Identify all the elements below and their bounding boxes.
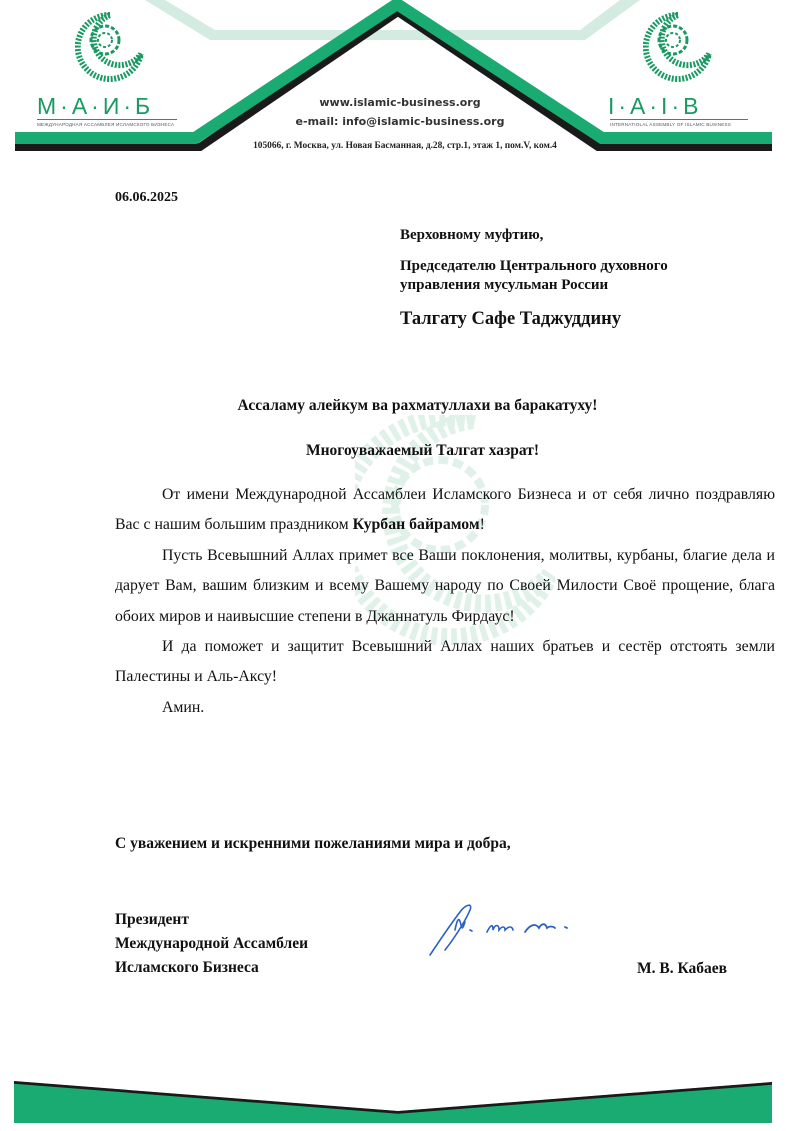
- recipient-line-1: Верховному муфтию,: [400, 227, 544, 243]
- recipient-line-2: Председателю Центрального духовного: [400, 258, 668, 274]
- office-address: 105066, г. Москва, ул. Новая Басманная, д.28, стр.1, этаж 1, пом.V, ком.4: [253, 141, 557, 151]
- maib-logo-subtitle: МЕЖДУНАРОДНАЯ АССАМБЛЕЯ ИСЛАМСКОГО БИЗНЕСА: [37, 119, 177, 127]
- maib-crescent-logo-icon: [75, 12, 145, 82]
- paragraph-prayer: И да поможет и защитит Всевышний Аллах наших братьев и сестёр отстоять земли Палестины и Аль-Аксу!: [115, 638, 775, 686]
- recipient-line-3: управления мусульман России: [400, 277, 609, 293]
- salutation: Многоуважаемый Талгат хазрат!: [305, 442, 539, 459]
- signer-title-1: Президент: [115, 911, 189, 928]
- website-link[interactable]: www.islamic-business.org: [319, 96, 481, 109]
- paragraph-congratulation: [115, 480, 775, 541]
- iaib-crescent-logo-icon: [643, 12, 713, 82]
- holiday-name: Курбан байрамом: [352, 516, 480, 534]
- greeting: Ассаламу алейкум ва рахматуллахи ва баракатуху!: [237, 397, 598, 414]
- maib-logo-letters: М·А·И·Б: [37, 93, 155, 119]
- closing-line: С уважением и искренними пожеланиями мира и добра,: [115, 835, 511, 852]
- paragraph-text: От имени Международной Ассамблеи Исламского Бизнеса и от себя лично поздравляю Вас с нашим большим праздником: [115, 486, 775, 534]
- footer-banner: [0, 1060, 800, 1131]
- paragraph-text: !: [479, 516, 485, 534]
- signer-title-2: Международной Ассамблеи: [115, 935, 309, 952]
- signer-name: М. В. Кабаев: [637, 960, 728, 977]
- paragraph-blessing: Пусть Всевышний Аллах примет все Ваши поклонения, молитвы, курбаны, благие дела и дарует Вам, вашим близким и всему Вашему народу по Своей Милости Своё прощение, блага обоих миров и наивысшие степени в Джаннатуль Фирдаус!: [115, 546, 775, 625]
- iaib-logo-subtitle: INTERNATIOLAL ASSEMBLY OF ISLAMIC BUSINESS: [610, 119, 748, 127]
- email-link[interactable]: e-mail: info@islamic-business.org: [295, 115, 505, 128]
- recipient-name: Талгату Сафе Таджуддину: [400, 309, 622, 329]
- signer-title-3: Исламского Бизнеса: [115, 959, 259, 976]
- letter-date: 06.06.2025: [115, 190, 178, 205]
- handwritten-signature: [425, 900, 605, 960]
- iaib-logo-letters: I·A·I·B: [608, 93, 703, 119]
- paragraph-amen: Амин.: [162, 698, 205, 716]
- signature-title-block: [115, 908, 308, 980]
- letter-body: [115, 480, 775, 723]
